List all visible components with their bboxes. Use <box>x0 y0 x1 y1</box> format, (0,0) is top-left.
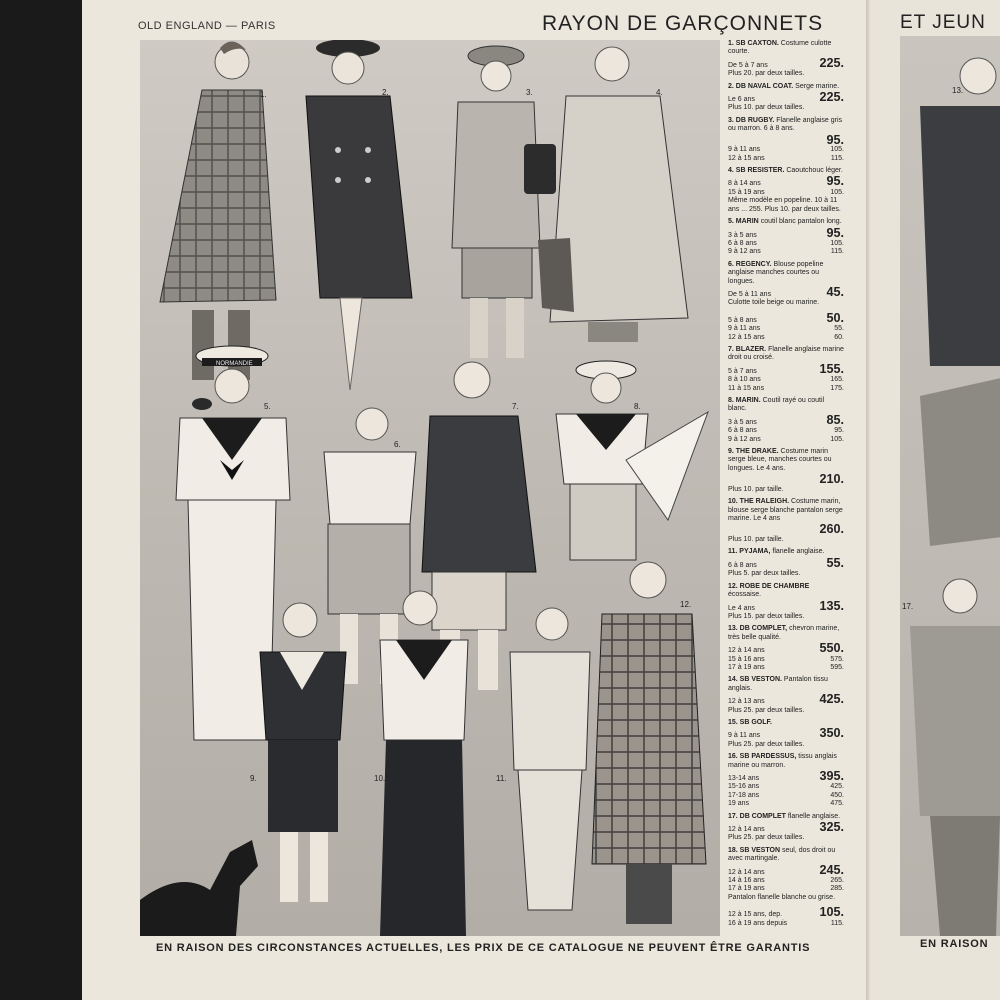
item-title: 3. DB RUGBY. <box>728 116 775 124</box>
item-price: 395. <box>819 769 844 783</box>
size-label: De 5 à 7 ans <box>728 61 768 69</box>
item-price: 105. <box>819 905 844 920</box>
size-label: 17-18 ans <box>728 791 760 799</box>
item-price: 85. <box>826 412 844 427</box>
item-note: Même modèle en popeline. 10 à 11 ans ... 255. Plus 10. par deux tailles. <box>728 197 841 213</box>
item-description: Costume culotte courte. <box>728 40 832 56</box>
size-label: 17 à 19 ans <box>728 663 765 671</box>
item-price: 50. <box>826 310 844 325</box>
price-list <box>728 40 844 940</box>
facing-page <box>870 0 1000 1000</box>
item-title: 15. SB GOLF. <box>728 718 772 726</box>
item-price: 210. <box>819 472 844 487</box>
item-price: 550. <box>819 641 844 656</box>
item-description: Serge marine. <box>795 82 840 90</box>
size-label: 9 à 11 ans <box>728 325 761 333</box>
figure-number: 2. <box>382 88 389 97</box>
size-label: 14 à 16 ans <box>728 877 765 885</box>
figure-number: 11. <box>496 774 507 783</box>
figure-number: 6. <box>394 440 401 449</box>
size-price: 165. <box>830 376 844 384</box>
price-item <box>728 906 844 928</box>
figure-number: 5. <box>264 402 271 411</box>
figure-3-rugby <box>452 46 556 358</box>
item-description: coutil blanc pantalon long. <box>760 218 842 226</box>
item-title: 17. DB COMPLET <box>728 812 786 820</box>
item-note: Plus 25. par deux tailles. <box>728 706 805 714</box>
size-label: 8 à 10 ans <box>728 376 761 384</box>
item-title: 8. MARIN. <box>728 397 761 404</box>
figure-number: 1. <box>260 90 267 99</box>
size-label: 6 à 8 ans <box>728 561 757 569</box>
item-title: 11. PYJAMA, <box>728 548 771 556</box>
item-note: Plus 25. par deux tailles. <box>728 834 805 842</box>
item-note: Plus 10. par taille. <box>728 485 784 493</box>
price-item <box>728 117 844 163</box>
size-price: 95. <box>834 427 844 435</box>
size-label: 19 ans <box>728 800 750 808</box>
item-price: 95. <box>826 132 844 147</box>
figure-11-pyjama <box>510 608 590 910</box>
size-label: 12 à 14 ans <box>728 826 765 834</box>
item-note: Plus 10. par deux tailles. <box>728 104 805 112</box>
size-label: 9 à 12 ans <box>728 435 761 443</box>
size-price: 115. <box>830 248 844 256</box>
item-title: 12. ROBE DE CHAMBRE <box>728 582 810 590</box>
fashion-illustration <box>140 40 720 936</box>
size-label: 5 à 8 ans <box>728 316 757 324</box>
size-price: 475. <box>830 800 844 808</box>
illustration-plate <box>140 40 720 936</box>
size-price: 425. <box>830 783 844 791</box>
size-price: 55. <box>834 325 844 333</box>
size-label: 17 à 19 ans <box>728 885 765 893</box>
item-title: 13. DB COMPLET, <box>728 625 788 633</box>
size-label: 3 à 5 ans <box>728 231 757 239</box>
size-label: 8 à 14 ans <box>728 180 761 188</box>
item-price: 325. <box>819 820 844 835</box>
figure-number: 10. <box>374 774 386 783</box>
page-title: RAYON DE GARÇONNETS <box>542 12 824 35</box>
figure-number: 7. <box>512 402 519 411</box>
size-label: 12 à 15 ans, dep. <box>728 911 783 919</box>
figure-10-raleigh <box>380 591 468 936</box>
figure-8-marin-raye <box>556 361 708 560</box>
facing-figures <box>900 36 1000 936</box>
price-item <box>728 847 844 902</box>
size-label: 6 à 8 ans <box>728 239 757 247</box>
figure-number: 9. <box>250 774 257 783</box>
item-description: Blouse popeline anglaise manches courtes ou longues. <box>728 260 824 285</box>
item-description: Caoutchouc léger. <box>786 167 843 175</box>
item-price: 425. <box>819 692 844 707</box>
figure-number: 12. <box>680 600 692 609</box>
price-item <box>728 167 844 214</box>
item-title: 1. SB CAXTON. <box>728 40 779 47</box>
item-note: Plus 25. par deux tailles. <box>728 740 805 748</box>
size-label: 11 à 15 ans <box>728 384 765 392</box>
size-label: 6 à 8 ans <box>728 427 757 435</box>
item-title: 7. BLAZER. <box>728 345 767 353</box>
size-label: 12 à 14 ans <box>728 647 765 655</box>
price-item <box>728 40 844 79</box>
size-label: 9 à 11 ans <box>728 146 761 154</box>
price-item <box>728 498 844 544</box>
size-price: 595. <box>830 663 844 671</box>
size-price: 115. <box>830 919 844 927</box>
item-title: 4. SB RESISTER. <box>728 167 785 175</box>
size-label: 9 à 12 ans <box>728 248 761 256</box>
item-price: 155. <box>819 361 844 376</box>
size-label: 12 à 14 ans <box>728 868 765 876</box>
item-title: 9. THE DRAKE. <box>728 448 779 456</box>
item-price: 260. <box>819 522 844 537</box>
size-label: 13-14 ans <box>728 775 760 782</box>
item-description: Costume marin serge bleue, manches courtes ou longues. Le 4 ans. <box>728 448 832 472</box>
item-price: 95. <box>826 225 844 240</box>
item-title: 10. THE RALEIGH. <box>728 498 790 506</box>
item-title: 18. SB VESTON <box>728 846 781 854</box>
size-price: 575. <box>830 655 844 663</box>
size-label: De 5 à 11 ans <box>728 290 772 298</box>
item-note: Pantalon flanelle blanche ou grise. <box>728 893 836 901</box>
size-label: Le 4 ans <box>728 604 755 612</box>
item-description: Costume marin, blouse serge blanche pantalon serge marine. Le 4 ans <box>728 498 843 523</box>
item-description: Flanelle anglaise gris ou marron. 6 à 8 ans. <box>728 116 843 133</box>
facing-footer: EN RAISON <box>920 938 989 950</box>
item-note: Plus 20. par deux tailles. <box>728 70 805 78</box>
item-title: 14. SB VESTON. <box>728 676 782 684</box>
figure-number: 4. <box>656 88 663 97</box>
price-item <box>728 583 844 622</box>
size-price: 265. <box>830 877 844 885</box>
price-item <box>728 397 844 444</box>
price-item <box>728 312 844 342</box>
figure-number: 17. <box>902 602 914 611</box>
item-price: 350. <box>819 726 844 741</box>
item-description: Pantalon tissu anglais. <box>728 676 828 692</box>
item-note: Plus 15. par deux tailles. <box>728 612 805 620</box>
price-item <box>728 261 844 308</box>
size-price: 285. <box>830 885 844 893</box>
price-item <box>728 548 844 578</box>
disclaimer-footer: EN RAISON DES CIRCONSTANCES ACTUELLES, LES PRIX DE CE CATALOGUE NE PEUVENT ÊTRE GARANTIS <box>156 942 811 954</box>
size-label: 16 à 19 ans depuis <box>728 919 788 927</box>
item-title: 16. SB PARDESSUS, <box>728 753 797 761</box>
size-label: 12 à 15 ans <box>728 333 765 341</box>
figure-9-drake <box>260 603 346 902</box>
price-item <box>728 676 844 715</box>
size-label: 12 à 15 ans <box>728 154 765 162</box>
item-description: flanelle anglaise. <box>772 548 825 556</box>
size-label: 3 à 5 ans <box>728 418 757 426</box>
price-item <box>728 83 844 113</box>
item-price: 225. <box>819 90 844 105</box>
size-label: Le 6 ans <box>728 96 755 104</box>
item-description: tissu anglais marine ou marron. <box>728 753 837 769</box>
size-label: 12 à 13 ans <box>728 698 765 706</box>
size-label: 9 à 11 ans <box>728 732 761 740</box>
figure-2-naval-coat <box>306 40 412 390</box>
item-note: Plus 5. par deux tailles. <box>728 570 801 578</box>
item-description: chevron marine, très belle qualité. <box>728 625 840 641</box>
figure-number: 13. <box>952 86 964 95</box>
item-price: 245. <box>819 862 844 877</box>
figure-4-resister <box>538 47 688 342</box>
facing-page-title: ET JEUN <box>900 12 986 33</box>
size-price: 105. <box>830 188 844 196</box>
price-item <box>728 448 844 494</box>
facing-illustration <box>900 36 1000 936</box>
price-item <box>728 218 844 257</box>
size-price: 60. <box>834 333 844 341</box>
price-item <box>728 813 844 843</box>
item-price: 95. <box>826 174 844 189</box>
item-description: Flanelle anglaise marine droit ou croisé. <box>728 345 844 362</box>
item-price: 55. <box>826 555 844 570</box>
figure-number: 3. <box>526 88 533 97</box>
item-description: écossaise. <box>728 591 762 599</box>
catalogue-page <box>82 0 868 1000</box>
price-item <box>728 753 844 808</box>
item-title: 6. REGENCY. <box>728 260 772 268</box>
item-title: 5. MARIN <box>728 218 759 226</box>
item-title: 2. DB NAVAL COAT. <box>728 82 794 90</box>
item-price: 45. <box>826 284 844 299</box>
item-description: Coutil rayé ou coutil blanc. <box>728 397 825 413</box>
size-price: 450. <box>830 791 844 799</box>
brand-header: OLD ENGLAND — PARIS <box>138 20 276 32</box>
scan-border <box>0 0 82 1000</box>
size-price: 105. <box>830 239 844 247</box>
size-price: 105. <box>830 435 844 443</box>
item-description: seul, dos droit ou avec martingale. <box>728 846 836 863</box>
size-label: 15-16 ans <box>728 783 760 791</box>
scottie-dog <box>140 840 258 936</box>
item-price: 135. <box>819 598 844 613</box>
item-description: flanelle anglaise. <box>787 812 841 820</box>
size-price: 175. <box>830 384 844 392</box>
item-price: 225. <box>819 55 844 70</box>
size-price: 115. <box>830 154 844 162</box>
item-note: Culotte toile beige ou marine. <box>728 299 820 307</box>
size-price: 105. <box>830 146 844 154</box>
size-label: 15 à 16 ans <box>728 655 765 663</box>
cap-band-text: NORMANDIE <box>216 361 253 367</box>
figure-12-robe-de-chambre <box>592 562 706 924</box>
size-label: 15 à 19 ans <box>728 188 765 196</box>
price-item <box>728 346 844 393</box>
figure-number: 8. <box>634 402 641 411</box>
price-item <box>728 719 844 749</box>
item-note: Plus 10. par taille. <box>728 536 784 544</box>
size-label: 5 à 7 ans <box>728 367 757 375</box>
price-item <box>728 625 844 672</box>
